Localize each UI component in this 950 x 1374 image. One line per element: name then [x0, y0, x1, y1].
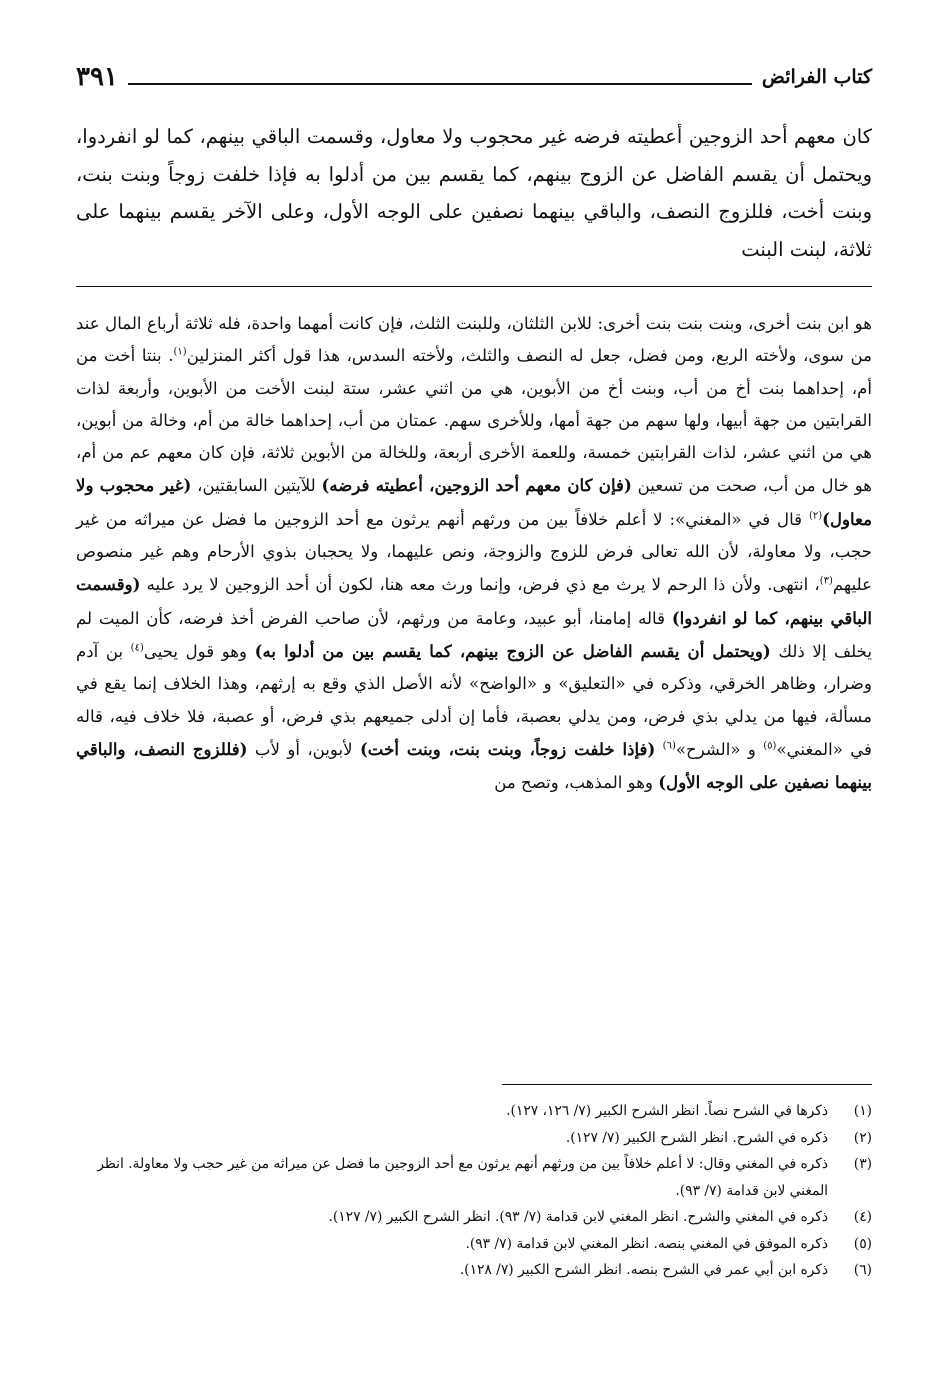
quoted-matn: (فإذا خلفت زوجاً، وبنت بنت، وبنت أخت) [359, 738, 656, 759]
running-title: كتاب الفرائض [761, 66, 872, 88]
footnote-ref: (٢) [808, 510, 823, 522]
page-header [76, 50, 872, 94]
commentary-segment: بن آدم وضرار، وظاهر الخرقي، وذكره في «التعليق» و «الواضح» لأنه الأصل الذي وقع به إرثهم، وهذا الخلاف إنما يقع في مسألة، فيها من يدلي بذي فرض، ومن يدلي بعصبة، فأما إن أدلى جميعهم بذي فرض، أو عصبة، فلا خلاف فيه، قاله في «المغني» [76, 641, 872, 759]
footnote-text: ذكرها في الشرح نصاً. انظر الشرح الكبير (٧/ ١٢٦، ١٢٧). [506, 1103, 828, 1119]
page-number: ٣٩١ [76, 62, 118, 92]
footnote-text: ذكره في المغني والشرح. انظر المغني لابن قدامة (٧/ ٩٣). انظر الشرح الكبير (٧/ ١٢٧). [328, 1209, 828, 1225]
quoted-matn: (غير محجوب ولا معاول) [76, 475, 872, 529]
footnote [76, 1204, 872, 1231]
commentary-segment: وهو المذهب، وتصح من [494, 773, 654, 793]
footnote-marker: (٢) [853, 1129, 872, 1146]
commentary-segment: ، انتهى. ولأن ذا الرحم لا يرث مع ذي فرض، وإنما ورث معه هنا، لكون أن أحد الزوجين لا يرد عليه [146, 575, 820, 595]
commentary-segment: . بنتا أخت من أم، إحداهما بنت أخ من أب، وبنت أخ من الأبوين، هي من اثني عشر، ستة لبنت الأخت من الأبوين، وأربعة لذات القرابتين من جهة أبيها، ولها سهم من جهة أمها، وللأخرى سهم. عمتان من أب، إحداهما خالة من أم، وخالة من أبوين، هي من اثني عشر، لذات القرابتين خمسة، وللعمة الأخرى أربعة، وللخالة من الأبوين ثلاثة، فإن كان معهم عم من أم، هو خال من أب، صحت من تسعين [76, 346, 873, 496]
footnote [76, 1125, 872, 1152]
footnote-ref: (٦) [662, 740, 676, 752]
footnote-text: ذكره ابن أبي عمر في الشرح بنصه. انظر الشرح الكبير (٧/ ١٢٨). [459, 1262, 828, 1278]
header-rule [128, 83, 752, 85]
footnote-marker: (٦) [853, 1262, 872, 1278]
footnote-marker: (٤) [853, 1209, 872, 1225]
quoted-matn: (ويحتمل أن يقسم الفاضل عن الزوج بينهم، كما يقسم بين من أدلوا به) [254, 640, 771, 661]
quoted-matn: (فإن كان معهم أحد الزوجين، أعطيته فرضه) [321, 475, 632, 496]
footnote-marker: (٣) [853, 1156, 872, 1172]
main-text: كان معهم أحد الزوجين أعطيته فرضه غير محجوب ولا معاول، وقسمت الباقي بينهم، كما لو انفردوا، ويحتمل أن يقسم الفاضل عن الزوج بينهم، كما يقسم بين من أدلوا به فإذا خلفت زوجاً وبنت بنت، وبنت أخت، فللزوج النصف، والباقي بينهما نصفين على الوجه الأول، وعلى الآخر يقسم بينهما على ثلاثة، لبنت البنت [76, 125, 872, 261]
footnote [76, 1231, 872, 1258]
commentary-segment: للآيتين السابقتين، [197, 476, 316, 496]
commentary-text [76, 308, 872, 799]
footnote-marker: (١) [853, 1103, 872, 1119]
footnote [76, 1257, 872, 1284]
footnote [76, 1151, 872, 1204]
footnote [76, 1098, 872, 1125]
quoted-matn: (وقسمت الباقي بينهم، كما لو انفردوا) [76, 574, 872, 628]
commentary-segment: قاله إمامنا، أبو عبيد، وعامة من ورثهم، لأن صاحب الفرض أخذ فرضه، كأن الميت لم يخلف إلا ذلك [76, 608, 873, 661]
footnote-ref: (٤) [130, 642, 144, 654]
footnote-divider [502, 1084, 872, 1085]
main-text-divider [76, 286, 872, 287]
commentary-segment: لأبوين، أو لأب [254, 739, 353, 759]
quoted-matn: (فللزوج النصف، والباقي بينهما نصفين على الوجه الأول) [76, 738, 872, 793]
footnote-ref: (٥) [763, 740, 777, 752]
footnote-text: ذكره في الشرح. انظر الشرح الكبير (٧/ ١٢٧). [565, 1129, 828, 1146]
commentary-segment: هو ابن بنت أخرى، وبنت بنت بنت أخرى: للابن الثلثان، وللبنت الثلث، فإن كانت أمهما واحدة، فله ثلاثة أرباع المال عند من سوى، ولأخته الربع، ومن فضل، جعل له النصف والثلث، ولأخته السدس، هذا قول أكثر المنزلين [76, 314, 872, 366]
footnotes-list [76, 1098, 872, 1284]
footnote-ref: (٣) [819, 575, 833, 587]
footnote-ref: (١) [173, 346, 187, 358]
commentary-segment: و «الشرح» [675, 739, 756, 759]
commentary-segment: قال في «المغني»: لا أعلم خلافاً بين من ورثهم أنهم يرثون مع أحد الزوجين ما فضل عن ميراثه من غير حجب، ولا معاولة، لأن الله تعالى فرض للزوج والزوجة، ونص عليهما، ولا يحجبان بذوي الأرحام وهم غير منصوص عليهم [76, 509, 872, 595]
commentary-segment: وهو قول يحيى [143, 641, 248, 661]
footnote-marker: (٥) [853, 1235, 872, 1252]
footnote-text: ذكره الموفق في المغني بنصه. انظر المغني لابن قدامة (٧/ ٩٣). [465, 1235, 828, 1252]
footnote-text: ذكره في المغني وقال: لا أعلم خلافاً بين من ورثهم أنهم يرثون مع أحد الزوجين ما فضل عن ميراثه من غير حجب ولا معاولة. انظر المغني لابن قدامة (٧/ ٩٣). [97, 1156, 828, 1199]
